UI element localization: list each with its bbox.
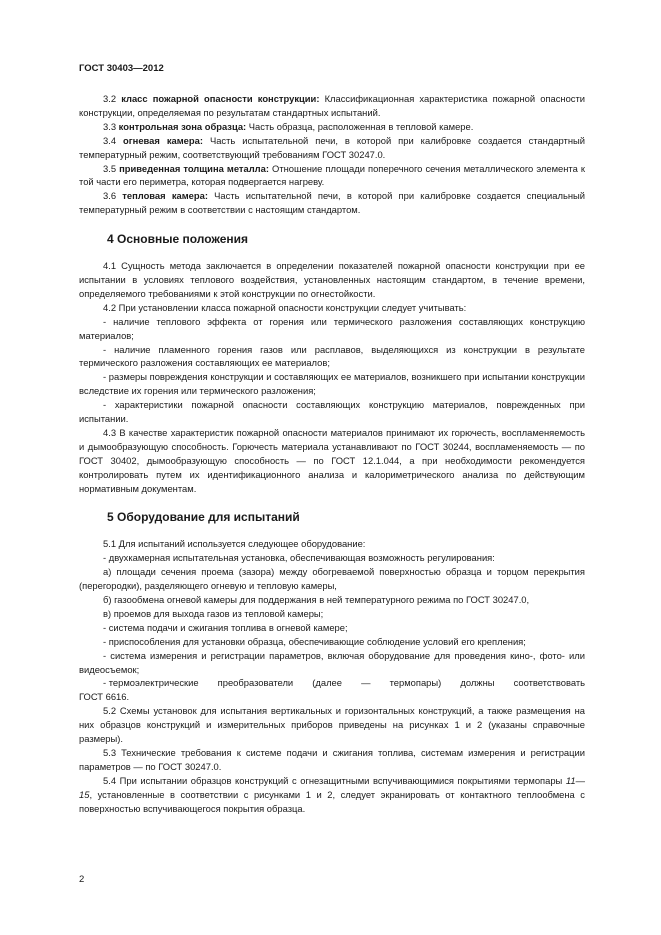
- section-4: [79, 259, 585, 495]
- document-body: [79, 92, 585, 816]
- para-5-1: 5.1 Для испытаний используется следующее оборудование:: [103, 538, 366, 550]
- list-item: а) площади сечения проема (зазора) между обогреваемой поверхностью образца и торцом перекрытия (перегородки), разделяющего огневую и тепловую камеры,: [79, 566, 585, 592]
- list-item: - размеры повреждения конструкции и составляющих ее материалов, возникшего при испытании конструкции вследствие их горения или термического разложения;: [79, 371, 585, 397]
- list-item: - приспособления для установки образца, обеспечивающие соблюдение условий его крепления;: [103, 635, 526, 647]
- list-item: - наличие теплового эффекта от горения или термического разложения составляющих конструкцию материалов;: [79, 315, 585, 341]
- list-item: - наличие пламенного горения газов или расплавов, выделяющихся из конструкции в результате термического разложения составляющих ее материалов;: [79, 343, 585, 369]
- term-3-2: 3.2 класс пожарной опасности конструкции: Классификационная характеристика пожарной опасности конструкции, определяемая по результатам стандартных испытаний.: [79, 93, 586, 118]
- section-5-title: 5 Оборудование для испытаний: [107, 510, 300, 525]
- page-number: 2: [79, 874, 85, 885]
- list-item: - система подачи и сжигания топлива в огневой камере;: [103, 621, 348, 633]
- term-3-4: 3.4 огневая камера: Часть испытательной печи, в которой при калибровке создается стандартный температурный режим, соответствующий требованиям ГОСТ 30247.0.: [79, 134, 585, 160]
- terms-section: [79, 92, 585, 217]
- para-4-3: 4.3 В качестве характеристик пожарной опасности материалов принимают их горючесть, воспламеняемость и дымообразующую способность. Горючесть материала устанавливают по ГОСТ 30244, воспламеняемость — по ГОСТ 30402, дымообразующую способность — по ГОСТ 12.1.044, а при необходимости рекомендуется контролировать путем их идентификационного анализа и калориметрического анализа по действующим нормативным документам.: [79, 426, 585, 494]
- para-4-2: 4.2 При установлении класса пожарной опасности конструкции следует учитывать:: [103, 301, 467, 313]
- list-item-continuation: ГОСТ 6616.: [79, 691, 130, 703]
- list-item-thermocouples: - термоэлектрические преобразователи (далее — термопары) должны соответствовать: [103, 677, 585, 689]
- list-item: - характеристики пожарной опасности составляющих конструкцию материалов, поврежденных при испытании.: [79, 399, 585, 425]
- list-item: б) газообмена огневой камеры для поддержания в ней температурного режима по ГОСТ 30247.0,: [103, 594, 530, 605]
- list-item: - система измерения и регистрации параметров, включая оборудование для проведения кино-, фото- или видеосъемок;: [79, 649, 585, 675]
- para-4-1: 4.1 Сущность метода заключается в определении показателей пожарной опасности конструкции при ее испытании в условиях теплового воздействия, установленных настоящим стандартом, в течение времени, определяемого требованиями к этой конструкции по огнестойкости.: [79, 260, 585, 299]
- para-5-2: 5.2 Схемы установок для испытания вертикальных и горизонтальных конструкций, а также размещения на них образцов конструкций и измерительных приборов приведены на рисунках 1 и 2 (указаны справочные размеры).: [79, 705, 585, 745]
- term-3-3: 3.3 контрольная зона образца: Часть образца, расположенная в тепловой камере.: [103, 120, 474, 132]
- term-3-5: 3.5 приведенная толщина металла: Отношение площади поперечного сечения металлического элемента к той части его периметра, которая подвергается нагреву.: [79, 162, 585, 188]
- document-header: ГОСТ 30403—2012: [79, 63, 164, 74]
- list-item: - двухкамерная испытательная установка, обеспечивающая возможность регулирования:: [103, 552, 495, 564]
- para-5-3: 5.3 Технические требования к системе подачи и сжигания топлива, системам измерения и регистрации параметров — по ГОСТ 30247.0.: [79, 746, 585, 772]
- term-3-6: 3.6 тепловая камера: Часть испытательной печи, в которой при калибровке создается специальный температурный режим в соответствии с настоящим стандартом.: [79, 190, 585, 216]
- section-4-title: 4 Основные положения: [107, 232, 249, 247]
- list-item: в) проемов для выхода газов из тепловой камеры;: [103, 607, 324, 619]
- para-5-4: 5.4 При испытании образцов конструкций с огнезащитными вспучивающимися покрытиями термопары 11—15, установленные в соответствии с рисунками 1 и 2, следует экранировать от контактного теплообмена с поверхностью вспучивающегося покрытия образца.: [79, 774, 585, 814]
- section-5: [79, 537, 585, 815]
